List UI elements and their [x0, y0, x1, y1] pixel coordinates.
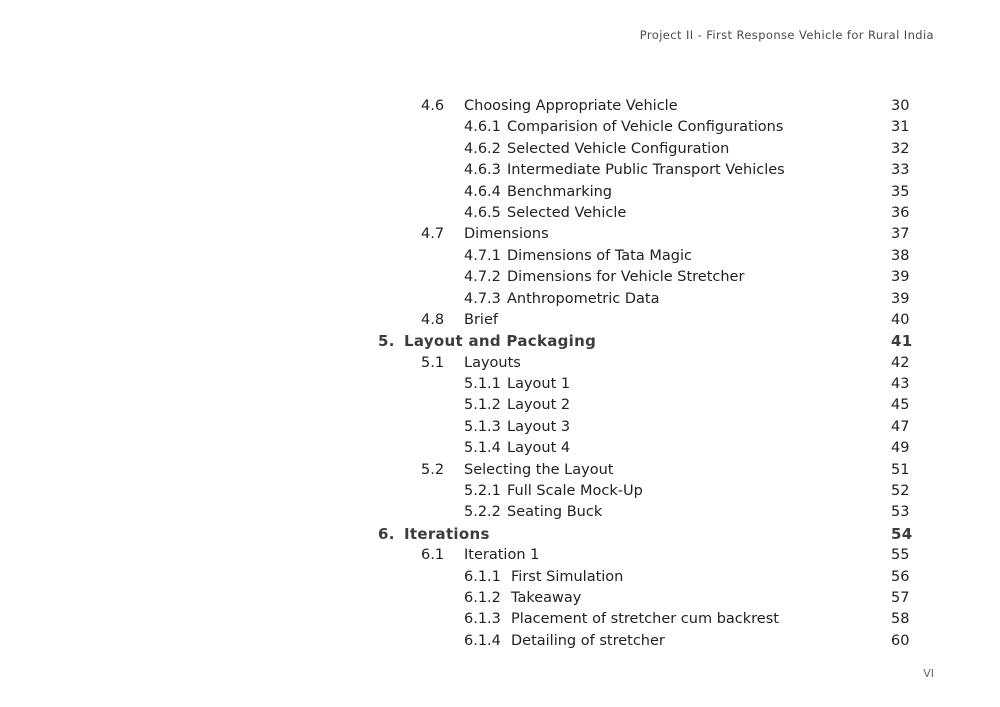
- toc-number: 5.1: [421, 354, 445, 371]
- toc-page: 40: [891, 311, 910, 328]
- toc-number: 5.2.1: [464, 483, 501, 500]
- toc-page: 49: [891, 440, 910, 457]
- table-of-contents: [0, 96, 1000, 652]
- toc-entry: [0, 395, 1000, 416]
- toc-number: 4.6.4: [464, 183, 501, 200]
- toc-entry: [0, 481, 1000, 502]
- toc-page: 52: [891, 483, 910, 500]
- toc-page: 45: [891, 397, 910, 414]
- toc-entry: [0, 609, 1000, 630]
- toc-page: 55: [891, 547, 910, 564]
- toc-page: 60: [891, 632, 910, 649]
- toc-number: 5.1.1: [464, 376, 501, 393]
- toc-title: Iterations: [404, 524, 490, 543]
- toc-number: 6.: [378, 524, 395, 543]
- toc-page: 58: [891, 611, 910, 628]
- toc-page: 42: [891, 354, 910, 371]
- toc-title: Benchmarking: [507, 183, 613, 200]
- toc-number: 5.2.2: [464, 504, 501, 521]
- toc-number: 5.: [378, 332, 395, 351]
- toc-page: 53: [891, 504, 910, 521]
- toc-title: Layout 3: [507, 418, 571, 435]
- toc-entry: [0, 117, 1000, 138]
- toc-title: Seating Buck: [507, 504, 603, 521]
- toc-page: 43: [891, 376, 910, 393]
- toc-number: 4.6.5: [464, 204, 501, 221]
- toc-page: 37: [891, 226, 910, 243]
- toc-page: 54: [891, 524, 913, 543]
- toc-number: 5.1.4: [464, 440, 501, 457]
- toc-title: Takeaway: [511, 589, 582, 606]
- toc-number: 6.1.4: [464, 632, 501, 649]
- toc-entry: [0, 545, 1000, 566]
- toc-page: 36: [891, 204, 910, 221]
- toc-page: 47: [891, 418, 910, 435]
- toc-page: 56: [891, 568, 910, 585]
- toc-entry: [0, 374, 1000, 395]
- toc-page: 38: [891, 247, 910, 264]
- toc-entry: [0, 438, 1000, 459]
- toc-entry: [0, 502, 1000, 523]
- toc-title: Intermediate Public Transport Vehicles: [507, 162, 785, 179]
- toc-entry: [0, 203, 1000, 224]
- toc-entry: [0, 289, 1000, 310]
- toc-page: 32: [891, 140, 910, 157]
- toc-chapter: [0, 524, 1000, 545]
- toc-number: 4.6.1: [464, 119, 501, 136]
- toc-number: 6.1.3: [464, 611, 501, 628]
- toc-entry: [0, 417, 1000, 438]
- toc-entry: [0, 588, 1000, 609]
- toc-entry: [0, 460, 1000, 481]
- toc-number: 4.7: [421, 226, 445, 243]
- toc-title: Layout 2: [507, 397, 571, 414]
- toc-number: 5.2: [421, 461, 445, 478]
- toc-entry: [0, 567, 1000, 588]
- toc-page: 39: [891, 290, 910, 307]
- toc-entry: [0, 246, 1000, 267]
- toc-title: Layout 4: [507, 440, 571, 457]
- running-header: Project II - First Response Vehicle for Rural India: [639, 28, 934, 42]
- toc-page: 39: [891, 269, 910, 286]
- toc-number: 5.1.3: [464, 418, 501, 435]
- toc-title: Comparision of Vehicle Configurations: [507, 119, 784, 136]
- toc-title: Dimensions: [464, 226, 549, 243]
- toc-number: 4.7.3: [464, 290, 501, 307]
- toc-page: 41: [891, 332, 913, 351]
- toc-title: Layout and Packaging: [404, 332, 597, 351]
- toc-title: Dimensions for Vehicle Stretcher: [507, 269, 745, 286]
- toc-title: Selected Vehicle Configuration: [507, 140, 730, 157]
- toc-number: 6.1.1: [464, 568, 501, 585]
- toc-title: Full Scale Mock-Up: [507, 483, 643, 500]
- toc-page: 51: [891, 461, 910, 478]
- toc-number: 6.1.2: [464, 589, 501, 606]
- toc-entry: [0, 160, 1000, 181]
- toc-entry: [0, 224, 1000, 245]
- toc-page: 35: [891, 183, 910, 200]
- toc-title: Choosing Appropriate Vehicle: [464, 98, 678, 114]
- toc-page: 33: [891, 162, 910, 179]
- toc-page: 30: [891, 98, 910, 114]
- toc-title: Layouts: [464, 354, 521, 371]
- toc-entry: [0, 310, 1000, 331]
- toc-number: 4.7.1: [464, 247, 501, 264]
- toc-entry: [0, 96, 1000, 117]
- page-number: VI: [923, 667, 934, 680]
- toc-title: Detailing of stretcher: [511, 632, 665, 649]
- toc-title: Layout 1: [507, 376, 571, 393]
- toc-title: Selected Vehicle: [507, 204, 627, 221]
- toc-title: Brief: [464, 311, 498, 328]
- toc-number: 4.6.3: [464, 162, 501, 179]
- toc-number: 5.1.2: [464, 397, 501, 414]
- toc-number: 4.7.2: [464, 269, 501, 286]
- toc-number: 4.6.2: [464, 140, 501, 157]
- toc-title: Selecting the Layout: [464, 461, 614, 478]
- toc-entry: [0, 267, 1000, 288]
- toc-entry: [0, 182, 1000, 203]
- toc-title: Iteration 1: [464, 547, 540, 564]
- toc-title: Placement of stretcher cum backrest: [511, 611, 779, 628]
- toc-number: 4.6: [421, 98, 445, 114]
- toc-title: First Simulation: [511, 568, 624, 585]
- toc-title: Anthropometric Data: [507, 290, 660, 307]
- toc-entry: [0, 353, 1000, 374]
- toc-number: 6.1: [421, 547, 445, 564]
- toc-entry: [0, 139, 1000, 160]
- toc-chapter: [0, 331, 1000, 352]
- toc-title: Dimensions of Tata Magic: [507, 247, 692, 264]
- toc-entry: [0, 631, 1000, 652]
- toc-number: 4.8: [421, 311, 445, 328]
- toc-page: 31: [891, 119, 910, 136]
- toc-page: 57: [891, 589, 910, 606]
